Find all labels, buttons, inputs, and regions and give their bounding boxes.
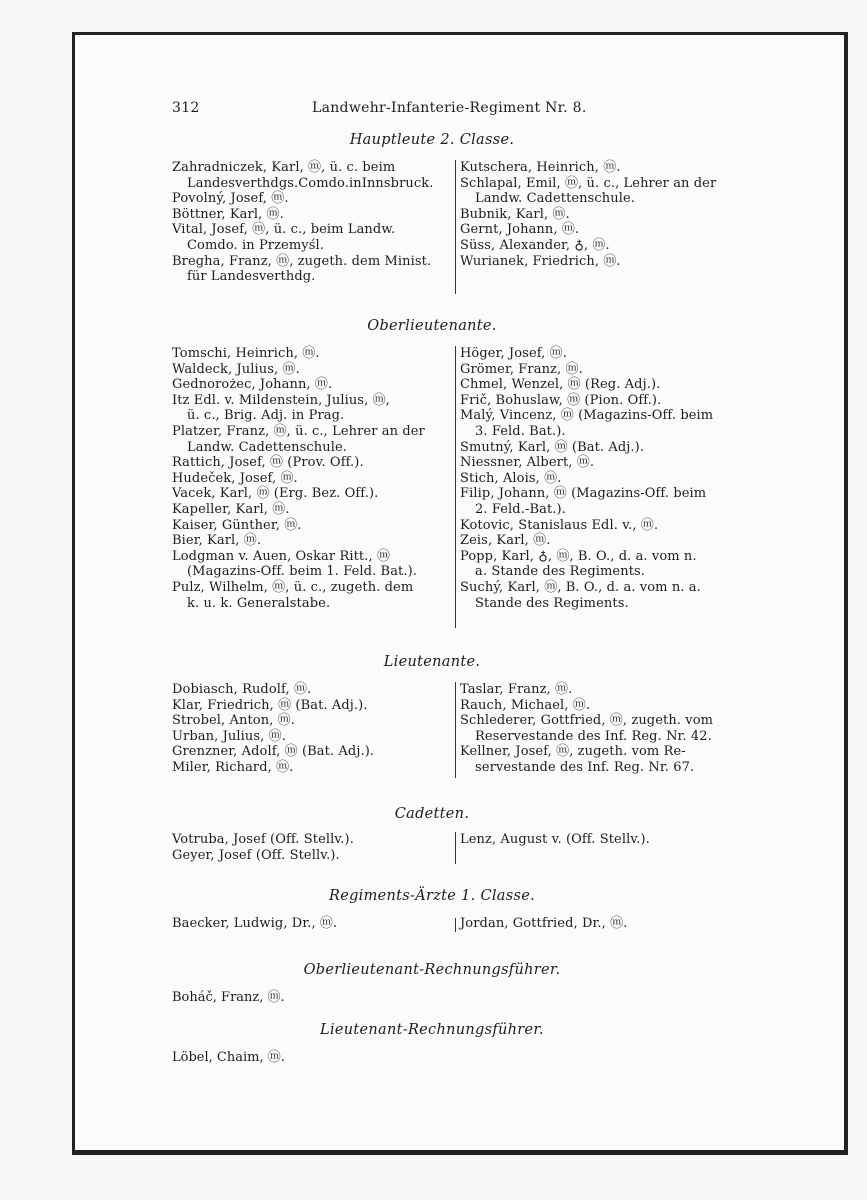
roster-entry (460, 455, 746, 471)
roster-entry (172, 916, 450, 932)
entry-continuation-line: 2. Feld.-Bat.). (475, 501, 566, 517)
roster-entry (172, 713, 450, 729)
entry-name-line: Bregha, Franz, ⓜ, zugeth. dem Minist. (172, 253, 432, 269)
lt-rechnungsfuehrer-entry: Löbel, Chaim, ⓜ. (172, 1050, 285, 1065)
roster-entry (460, 486, 746, 517)
entry-continuation-line: ü. c., Brig. Adj. in Prag. (187, 408, 345, 424)
roster-entry (172, 254, 450, 285)
entry-name-line: Wurianek, Friedrich, ⓜ. (460, 253, 621, 269)
entry-name-line: Grenzner, Adolf, ⓜ (Bat. Adj.). (172, 744, 375, 760)
entry-name-line: Kutschera, Heinrich, ⓜ. (460, 160, 621, 175)
page-number: 312 (172, 100, 200, 116)
entry-name-line: Kotovic, Stanislaus Edl. v., ⓜ. (460, 517, 659, 533)
entry-name-line: Chmel, Wenzel, ⓜ (Reg. Adj.). (460, 377, 661, 393)
lieutenante-left-column (172, 682, 450, 776)
entry-continuation-line: für Landesverthdg. (187, 269, 316, 285)
roster-entry (460, 362, 746, 378)
roster-entry (460, 580, 746, 611)
roster-entry (172, 698, 450, 714)
entry-name-line: Süss, Alexander, ♁, ⓜ. (460, 237, 610, 253)
roster-entry (172, 207, 450, 223)
roster-entry (460, 254, 746, 270)
roster-entry (460, 160, 746, 176)
roster-entry (172, 502, 450, 518)
entry-name-line: Grömer, Franz, ⓜ. (460, 361, 583, 377)
entry-name-line: Baecker, Ludwig, Dr., ⓜ. (172, 916, 338, 931)
entry-name-line: Kellner, Josef, ⓜ, zugeth. vom Re- (460, 744, 686, 760)
entry-name-line: Stich, Alois, ⓜ. (460, 470, 562, 486)
cadetten-left-column (172, 832, 450, 863)
roster-entry (172, 744, 450, 760)
entry-name-line: Schlapal, Emil, ⓜ, ü. c., Lehrer an der (460, 175, 717, 191)
lieutenante-right-column (460, 682, 746, 776)
column-separator (455, 682, 456, 778)
oberlieutenante-right-column (460, 346, 746, 611)
entry-name-line: Niessner, Albert, ⓜ. (460, 455, 595, 471)
entry-name-line: Gernt, Johann, ⓜ. (460, 222, 580, 238)
entry-name-line: Povolný, Josef, ⓜ. (172, 191, 289, 207)
column-separator (455, 832, 456, 864)
entry-name-line: Frič, Bohuslaw, ⓜ (Pion. Off.). (460, 392, 662, 408)
section-title-lieutenante: Lieutenante. (383, 654, 481, 670)
entry-name-line: Jordan, Gottfried, Dr., ⓜ. (460, 916, 628, 931)
roster-entry (460, 176, 746, 207)
entry-continuation-line: Landw. Cadettenschule. (475, 191, 636, 207)
entry-name-line: Filip, Johann, ⓜ (Magazins-Off. beim (460, 486, 707, 502)
entry-name-line: Lodgman v. Auen, Oskar Ritt., ⓜ (172, 548, 391, 564)
roster-entry (172, 518, 450, 534)
roster-entry (460, 713, 746, 744)
entry-name-line: Strobel, Anton, ⓜ. (172, 713, 295, 729)
roster-entry (172, 222, 450, 253)
entry-continuation-line: Stande des Regiments. (475, 595, 629, 611)
roster-entry (460, 682, 746, 698)
roster-entry (172, 832, 450, 848)
entry-continuation-line: Comdo. in Przemyśl. (187, 237, 324, 253)
entry-name-line: Urban, Julius, ⓜ. (172, 728, 286, 744)
regimentsaerzte-left-column (172, 916, 450, 932)
section-title-lt-rechnungsfuehrer: Lieutenant-Rechnungsführer. (320, 1022, 544, 1038)
roster-entry (460, 440, 746, 456)
entry-name-line: Suchý, Karl, ⓜ, B. O., d. a. vom n. a. (460, 579, 701, 595)
entry-name-line: Bier, Karl, ⓜ. (172, 533, 262, 549)
roster-entry (460, 698, 746, 714)
roster-entry (172, 424, 450, 455)
entry-name-line: Malý, Vincenz, ⓜ (Magazins-Off. beim (460, 408, 714, 424)
entry-name-line: Böttner, Karl, ⓜ. (172, 206, 284, 222)
entry-continuation-line: (Magazins-Off. beim 1. Feld. Bat.). (187, 564, 418, 580)
section-title-hauptleute: Hauptleute 2. Classe. (349, 132, 515, 148)
entry-name-line: Rauch, Michael, ⓜ. (460, 697, 591, 713)
roster-entry (460, 207, 746, 223)
hauptleute-left-column (172, 160, 450, 285)
roster-entry (172, 471, 450, 487)
entry-name-line: Itz Edl. v. Mildenstein, Julius, ⓜ, (172, 392, 390, 408)
entry-name-line: Platzer, Franz, ⓜ, ü. c., Lehrer an der (172, 423, 425, 439)
roster-entry (172, 377, 450, 393)
roster-entry (460, 916, 746, 932)
entry-name-line: Vacek, Karl, ⓜ (Erg. Bez. Off.). (172, 486, 379, 502)
hauptleute-right-column (460, 160, 746, 269)
roster-entry (460, 533, 746, 549)
oberlieutenante-left-column (172, 346, 450, 611)
roster-entry (172, 760, 450, 776)
entry-name-line: Schlederer, Gottfried, ⓜ, zugeth. vom (460, 713, 714, 729)
entry-name-line: Smutný, Karl, ⓜ (Bat. Adj.). (460, 439, 645, 455)
roster-entry (460, 222, 746, 238)
roster-entry (172, 729, 450, 745)
entry-continuation-line: Reservestande des Inf. Reg. Nr. 42. (475, 728, 712, 744)
entry-name-line: Waldeck, Julius, ⓜ. (172, 361, 300, 377)
section-title-oberlt-rechnungsfuehrer: Oberlieutenant-Rechnungsführer. (303, 962, 561, 978)
roster-entry (172, 346, 450, 362)
roster-entry (460, 377, 746, 393)
column-separator (455, 160, 456, 294)
roster-entry (172, 191, 450, 207)
entry-name-line: Taslar, Franz, ⓜ. (460, 682, 573, 697)
section-title-oberlieutenante: Oberlieutenante. (367, 318, 497, 334)
entry-name-line: Klar, Friedrich, ⓜ (Bat. Adj.). (172, 697, 368, 713)
roster-entry (172, 682, 450, 698)
roster-entry (172, 549, 450, 580)
roster-entry (172, 533, 450, 549)
entry-name-line: Lenz, August v. (Off. Stellv.). (460, 832, 650, 847)
roster-entry (172, 362, 450, 378)
roster-entry (460, 518, 746, 534)
entry-name-line: Zeis, Karl, ⓜ. (460, 533, 551, 549)
entry-name-line: Dobiasch, Rudolf, ⓜ. (172, 682, 312, 697)
roster-entry (460, 393, 746, 409)
entry-name-line: Kapeller, Karl, ⓜ. (172, 501, 290, 517)
section-title-cadetten: Cadetten. (394, 806, 470, 822)
entry-name-line: Tomschi, Heinrich, ⓜ. (172, 346, 320, 361)
roster-entry (460, 549, 746, 580)
roster-entry (460, 346, 746, 362)
entry-name-line: Höger, Josef, ⓜ. (460, 346, 567, 361)
entry-continuation-line: Landesverthdgs.Comdo.inInnsbruck. (187, 175, 434, 191)
entry-name-line: Geyer, Josef (Off. Stellv.). (172, 847, 340, 863)
roster-entry (460, 471, 746, 487)
entry-name-line: Gednorożec, Johann, ⓜ. (172, 377, 333, 393)
page-header (172, 96, 692, 118)
roster-entry (172, 160, 450, 191)
roster-entry (172, 486, 450, 502)
entry-name-line: Popp, Karl, ♁, ⓜ, B. O., d. a. vom n. (460, 548, 697, 564)
entry-name-line: Pulz, Wilhelm, ⓜ, ü. c., zugeth. dem (172, 579, 414, 595)
entry-name-line: Rattich, Josef, ⓜ (Prov. Off.). (172, 455, 364, 471)
regimentsaerzte-right-column (460, 916, 746, 932)
roster-entry (172, 580, 450, 611)
entry-continuation-line: a. Stande des Regiments. (475, 564, 646, 580)
roster-entry (460, 238, 746, 254)
section-title-regimentsaerzte: Regiments-Ärzte 1. Classe. (328, 888, 535, 904)
entry-name-line: Hudeček, Josef, ⓜ. (172, 470, 298, 486)
entry-continuation-line: Landw. Cadettenschule. (187, 439, 348, 455)
running-title: Landwehr-Infanterie-Regiment Nr. 8. (312, 100, 587, 116)
entry-name-line: Zahradniczek, Karl, ⓜ, ü. c. beim (172, 160, 396, 175)
roster-entry (460, 408, 746, 439)
entry-continuation-line: 3. Feld. Bat.). (475, 423, 566, 439)
entry-name-line: Kaiser, Günther, ⓜ. (172, 517, 302, 533)
entry-continuation-line: servestande des Inf. Reg. Nr. 67. (475, 759, 695, 775)
entry-continuation-line: k. u. k. Generalstabe. (187, 595, 331, 611)
cadetten-right-column (460, 832, 746, 848)
column-separator (455, 918, 456, 932)
oberlt-rechnungsfuehrer-entry: Boháč, Franz, ⓜ. (172, 990, 285, 1005)
roster-entry (460, 832, 746, 848)
roster-entry (460, 744, 746, 775)
roster-entry (172, 393, 450, 424)
roster-entry (172, 455, 450, 471)
entry-name-line: Bubnik, Karl, ⓜ. (460, 206, 570, 222)
column-separator (455, 346, 456, 628)
entry-name-line: Miler, Richard, ⓜ. (172, 759, 294, 775)
entry-name-line: Votruba, Josef (Off. Stellv.). (172, 832, 354, 847)
roster-entry (172, 848, 450, 864)
entry-name-line: Vital, Josef, ⓜ, ü. c., beim Landw. (172, 222, 396, 238)
